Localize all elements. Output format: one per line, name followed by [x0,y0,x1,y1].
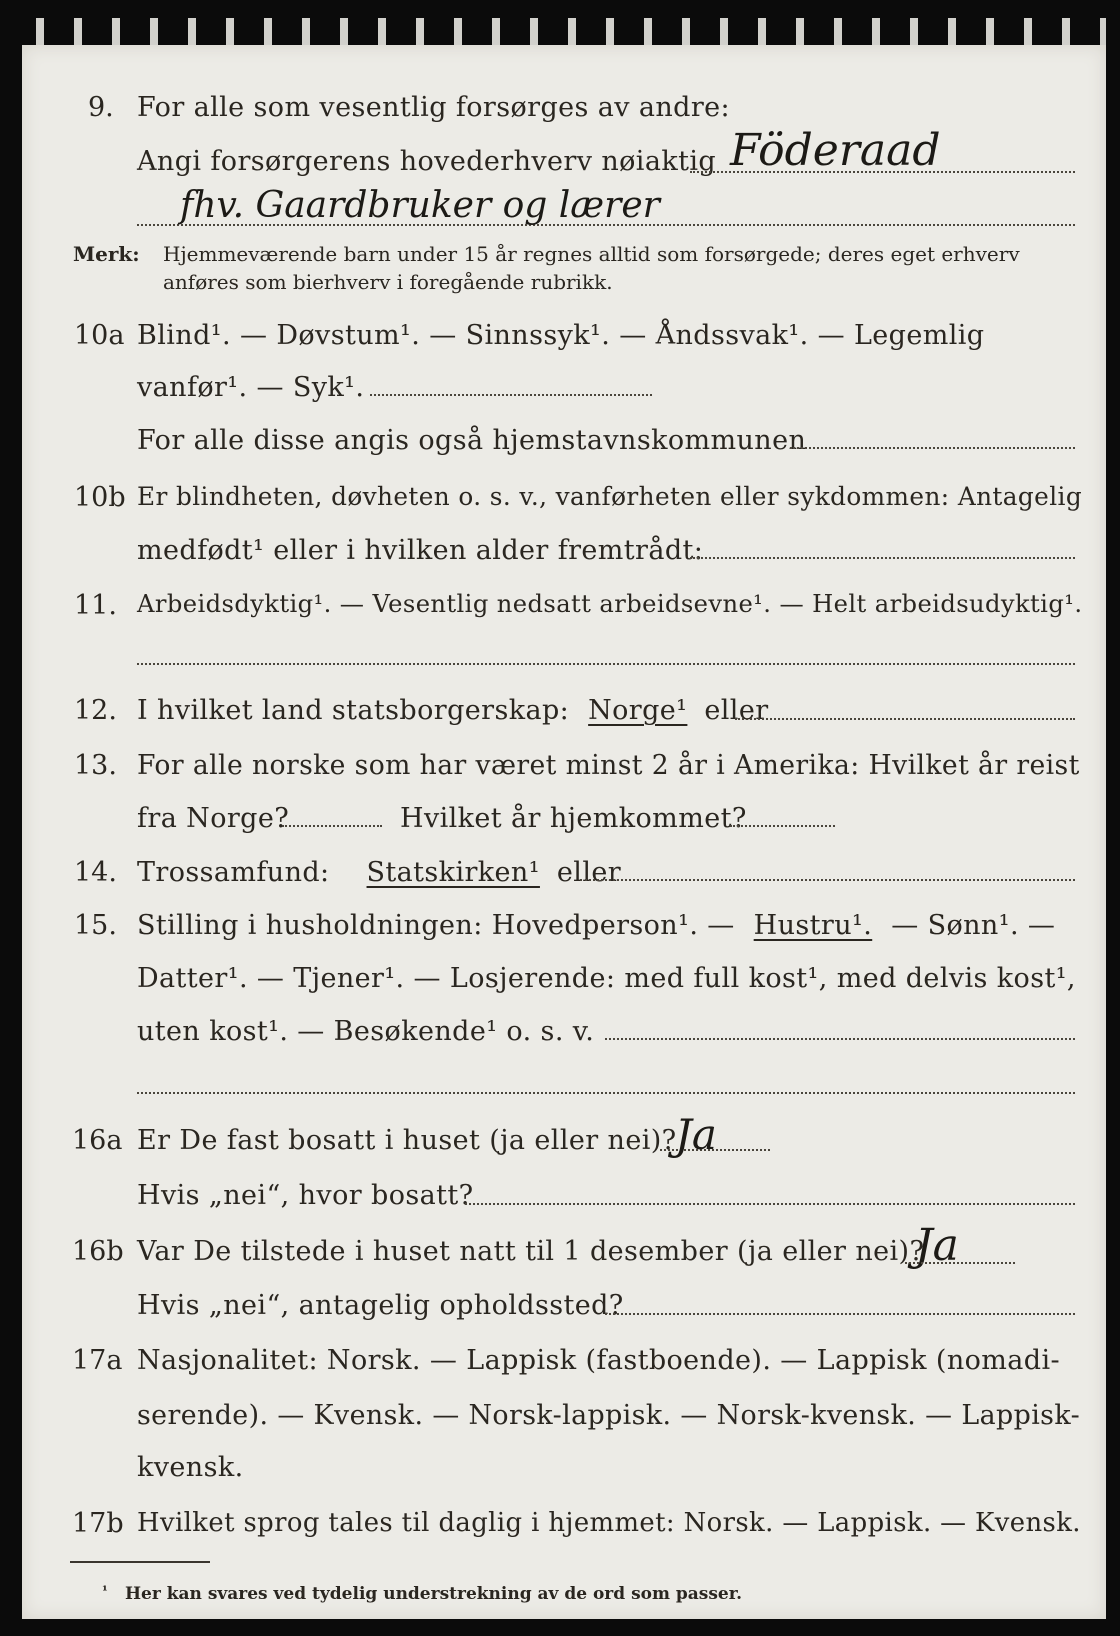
q11-line1: Arbeidsdyktig¹. — Vesentlig nedsatt arbeidsevne¹. — Helt arbeidsudyktig¹. [137,590,1083,618]
q10a-line2: vanfør¹. — Syk¹. [137,372,365,403]
q15-line3: uten kost¹. — Besøkende¹ o. s. v. [137,1016,595,1047]
q11-number: 11. [74,590,117,621]
q16a-where-line[interactable] [465,1203,1075,1205]
q13-line2b: Hvilket år hjemkommet? [400,803,747,834]
q16b-place-line[interactable] [605,1313,1075,1315]
q15-answer-line1[interactable] [605,1038,1075,1040]
q13-line2a: fra Norge? [137,803,290,834]
q12-question: I hvilket land statsborgerskap: [137,695,570,726]
q15-line1a: Stilling i husholdningen: Hovedperson¹. — [137,910,735,941]
q10b-line2: medfødt¹ eller i hvilken alder fremtrådt: [137,535,704,566]
q13-year-left-line[interactable] [282,825,382,827]
q16b-number: 16b [72,1236,124,1267]
q9-handwritten-answer1: Föderaad [730,125,941,176]
q9-line2: Angi forsørgerens hovederhverv nøiaktig [137,146,717,177]
q17a-number: 17a [72,1345,123,1376]
q14-question: Trossamfund: [137,857,330,888]
q16a-number: 16a [72,1125,123,1156]
footnote-rule [70,1561,210,1563]
q16b-line2: Hvis „nei“, antagelig opholdssted? [137,1290,624,1321]
q10a-answer-line[interactable] [370,394,652,396]
q17b-number: 17b [72,1508,124,1539]
q16a-line2: Hvis „nei“, hvor bosatt? [137,1180,474,1211]
q10b-number: 10b [74,482,126,513]
q15-line1c: — Sønn¹. — [891,910,1056,941]
q16b-handwritten-answer: Ja [915,1220,959,1271]
q17a-line1: Nasjonalitet: Norsk. — Lappisk (fastboende). — Lappisk (nomadi- [137,1345,1061,1376]
q13-number: 13. [74,750,117,781]
q11-answer-line[interactable] [137,663,1075,665]
q10a-kommune-line[interactable] [790,447,1075,449]
q16b-answer-line[interactable] [905,1262,1015,1264]
q14-eller: eller [556,857,622,888]
q12-number: 12. [74,695,117,726]
q12-answer-line[interactable] [735,718,1075,720]
q17a-line3: kvensk. [137,1452,244,1483]
merk-line1: Hjemmeværende barn under 15 år regnes alltid som forsørgede; deres eget erhverv [163,242,1020,266]
q16a-handwritten-answer: Ja [675,1110,717,1159]
q10a-number: 10a [74,320,125,351]
q10b-answer-line[interactable] [690,557,1075,559]
q16a-line1: Er De fast bosatt i huset (ja eller nei)? [137,1125,677,1156]
q12-underlined-choice: Norge¹ [588,695,688,726]
q15-line1 [137,910,1055,941]
q12-text [137,695,769,726]
q17a-line2: serende). — Kvensk. — Norsk-lappisk. — Norsk-kvensk. — Lappisk- [137,1400,1081,1431]
scan-edge [22,18,1106,48]
q13-line1: For alle norske som har været minst 2 år i Amerika: Hvilket år reist [137,750,1080,781]
q10a-line3: For alle disse angis også hjemstavnskommunen [137,425,807,456]
q14-text [137,857,621,888]
q17b-line1: Hvilket sprog tales til daglig i hjemmet: Norsk. — Lappisk. — Kvensk. [137,1508,1081,1538]
q14-underlined-choice: Statskirken¹ [366,857,540,888]
q14-answer-line[interactable] [580,879,1075,881]
q9-number: 9. [88,92,114,123]
q9-line1: For alle som vesentlig forsørges av andre: [137,92,731,123]
q9-handwritten-answer2: fhv. Gaardbruker og lærer [180,185,660,226]
footnote-mark: ¹ [102,1584,108,1599]
merk-label: Merk: [73,242,140,266]
q12-eller: eller [704,695,769,726]
merk-line2: anføres som bierhverv i foregående rubrikk. [163,270,613,294]
q10b-line1: Er blindheten, døvheten o. s. v., vanførheten eller sykdommen: Antagelig [137,482,1083,511]
q15-underlined-choice: Hustru¹. [753,910,873,941]
q16b-line1: Var De tilstede i huset natt til 1 desember (ja eller nei)? [137,1236,925,1267]
q13-year-return-line[interactable] [730,825,835,827]
q14-number: 14. [74,857,117,888]
q15-number: 15. [74,910,117,941]
q15-line2: Datter¹. — Tjener¹. — Losjerende: med full kost¹, med delvis kost¹, [137,963,1076,994]
footnote-text: Her kan svares ved tydelig understrekning av de ord som passer. [125,1584,743,1604]
q10a-line1: Blind¹. — Døvstum¹. — Sinnssyk¹. — Åndssvak¹. — Legemlig [137,320,985,351]
q15-answer-line2[interactable] [137,1092,1075,1094]
